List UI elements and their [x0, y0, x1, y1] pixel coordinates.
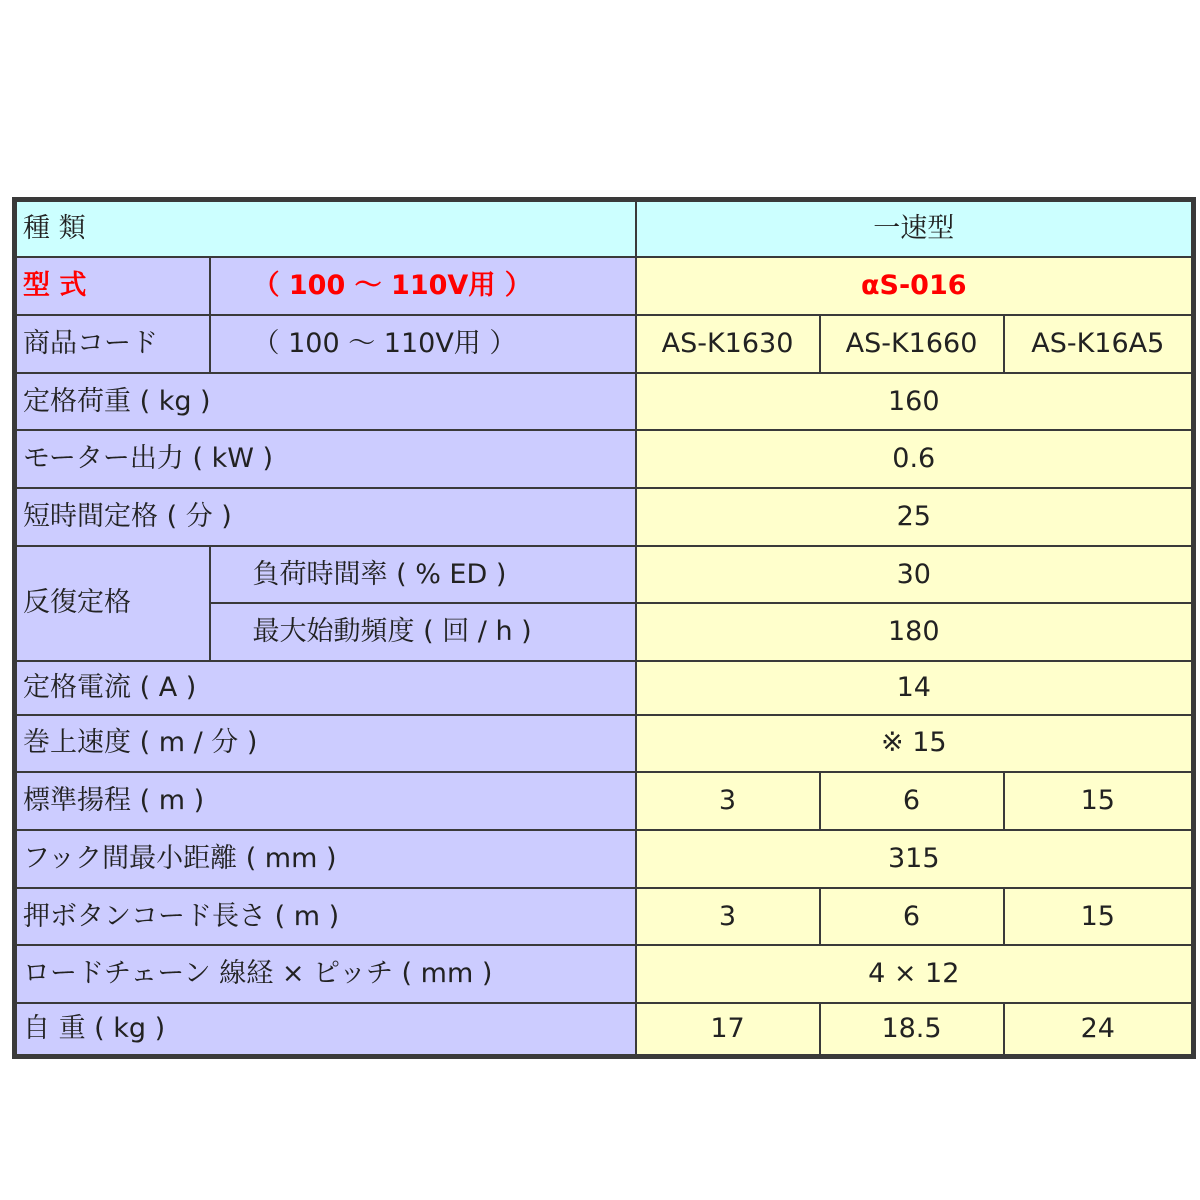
type-value: 一速型: [636, 200, 1194, 258]
standard-lift-value: 15: [1004, 772, 1194, 830]
motor-output-value: 0.6: [636, 430, 1194, 488]
hook-distance-value: 315: [636, 830, 1194, 888]
pendant-cord-value: 3: [636, 888, 820, 946]
short-time-rating-label: 短時間定格 ( 分 ): [15, 488, 636, 546]
code-value: AS-K1660: [820, 315, 1004, 373]
code-value: AS-K1630: [636, 315, 820, 373]
model-voltage: （ 100 ～ 110V用 ）: [210, 257, 636, 315]
duty-ratio-label: 負荷時間率 ( % ED ): [210, 546, 636, 604]
type-label: 種 類: [15, 200, 636, 258]
pendant-cord-label: 押ボタンコード長さ ( m ): [15, 888, 636, 946]
hook-distance-label: フック間最小距離 ( mm ): [15, 830, 636, 888]
row-pendant-cord: [15, 888, 1194, 946]
row-rated-load: [15, 373, 1194, 431]
row-rated-current: [15, 661, 1194, 715]
row-duty-ratio: [15, 546, 1194, 604]
short-time-rating-value: 25: [636, 488, 1194, 546]
standard-lift-label: 標準揚程 ( m ): [15, 772, 636, 830]
load-chain-label: ロードチェーン 線経 × ピッチ ( mm ): [15, 945, 636, 1003]
row-model: [15, 257, 1194, 315]
row-type: [15, 200, 1194, 258]
row-motor-output: [15, 430, 1194, 488]
start-frequency-value: 180: [636, 603, 1194, 661]
duty-ratio-value: 30: [636, 546, 1194, 604]
row-hoist-speed: [15, 715, 1194, 773]
weight-value: 18.5: [820, 1003, 1004, 1057]
row-weight: [15, 1003, 1194, 1057]
rated-load-label: 定格荷重 ( kg ): [15, 373, 636, 431]
pendant-cord-value: 6: [820, 888, 1004, 946]
repeat-rating-label: 反復定格: [15, 546, 210, 661]
row-short-time-rating: [15, 488, 1194, 546]
rated-load-value: 160: [636, 373, 1194, 431]
model-label: 型 式: [15, 257, 210, 315]
weight-value: 17: [636, 1003, 820, 1057]
code-voltage: （ 100 ～ 110V用 ）: [210, 315, 636, 373]
load-chain-value: 4 × 12: [636, 945, 1194, 1003]
start-frequency-label: 最大始動頻度 ( 回 / h ): [210, 603, 636, 661]
row-standard-lift: [15, 772, 1194, 830]
row-hook-distance: [15, 830, 1194, 888]
rated-current-label: 定格電流 ( A ): [15, 661, 636, 715]
row-load-chain: [15, 945, 1194, 1003]
code-label: 商品コード: [15, 315, 210, 373]
standard-lift-value: 6: [820, 772, 1004, 830]
spec-table: [12, 197, 1196, 1059]
pendant-cord-value: 15: [1004, 888, 1194, 946]
weight-label: 自 重 ( kg ): [15, 1003, 636, 1057]
code-value: AS-K16A5: [1004, 315, 1194, 373]
row-product-code: [15, 315, 1194, 373]
standard-lift-value: 3: [636, 772, 820, 830]
model-value: αS-016: [636, 257, 1194, 315]
rated-current-value: 14: [636, 661, 1194, 715]
weight-value: 24: [1004, 1003, 1194, 1057]
hoist-speed-value: ※ 15: [636, 715, 1194, 773]
motor-output-label: モーター出力 ( kW ): [15, 430, 636, 488]
hoist-speed-label: 巻上速度 ( m / 分 ): [15, 715, 636, 773]
